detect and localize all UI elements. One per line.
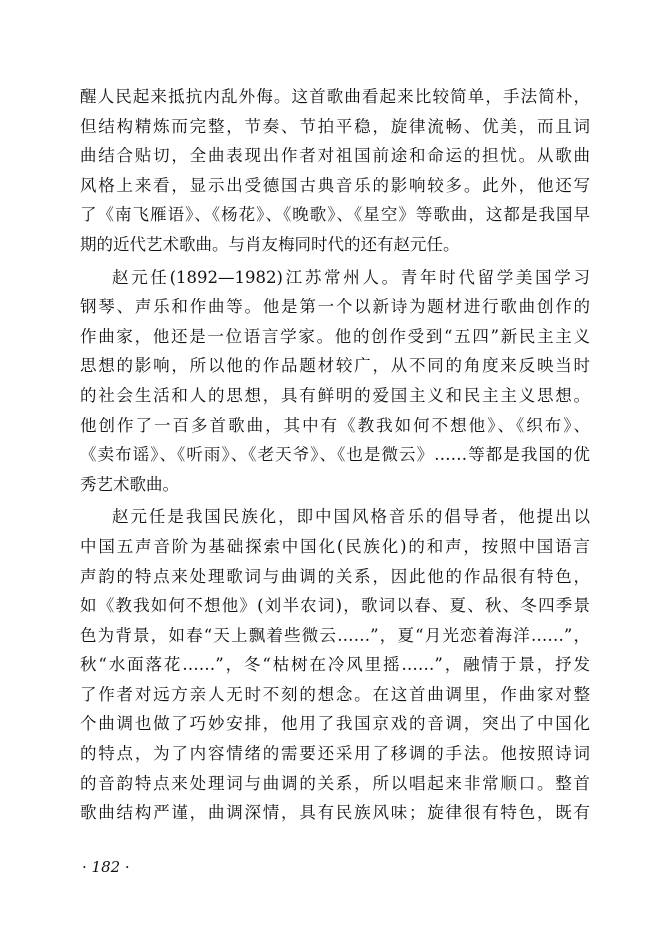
text-line: 《卖布谣》、《听雨》、《老天爷》、《也是微云》……等都是我国的优 [80,445,590,465]
text-line: 中国五声音阶为基础探索中国化(民族化)的和声，按照中国语言 [80,536,590,556]
body-text [80,82,590,828]
text-line: 钢琴、声乐和作曲等。他是第一个以新诗为题材进行歌曲创作的 [80,297,590,317]
text-line: 秋“水面落花……”，冬“枯树在冷风里摇……”，融情于景，抒发 [80,655,590,675]
text-line: 的社会生活和人的思想，具有鲜明的爱国主义和民主主义思想。 [80,385,590,405]
paragraph-1 [80,82,590,260]
page-number: · 182 · [82,858,130,876]
text-line: 声韵的特点来处理歌词与曲调的关系，因此他的作品很有特色， [80,566,590,586]
text-line: 个曲调也做了巧妙安排，他用了我国京戏的音调，突出了中国化 [80,714,590,734]
text-line: 秀艺术歌曲。 [80,474,179,494]
text-line: 了作者对远方亲人无时不刻的想念。在这首曲调里，作曲家对整 [80,684,590,704]
text-line: 的特点，为了内容情绪的需要还采用了移调的手法。他按照诗词 [80,744,590,764]
paragraph-2 [80,263,590,500]
text-line: 了《南飞雁语》、《杨花》、《晚歌》、《星空》等歌曲，这都是我国早 [80,205,590,225]
text-line: 他创作了一百多首歌曲，其中有《教我如何不想他》、《织布》、 [80,415,590,435]
text-line: 如《教我如何不想他》(刘半农词)，歌词以春、夏、秋、冬四季景 [80,596,590,616]
text-line: 风格上来看，显示出受德国古典音乐的影响较多。此外，他还写 [80,175,590,195]
text-line: 作曲家，他还是一位语言学家。他的创作受到“五四”新民主主义 [80,326,590,346]
text-line: 的音韵特点来处理词与曲调的关系，所以唱起来非常顺口。整首 [80,773,590,793]
text-line: 歌曲结构严谨，曲调深情，具有民族风味；旋律很有特色，既有 [80,803,590,823]
text-line: 思想的影响，所以他的作品题材较广，从不同的角度来反映当时 [80,356,590,376]
text-line: 赵元任(1892—1982)江苏常州人。青年时代留学美国学习 [112,267,590,287]
text-line: 色为背景，如春“天上飘着些微云……”，夏“月光恋着海洋……”， [80,625,590,645]
text-line: 赵元任是我国民族化，即中国风格音乐的倡导者，他提出以 [112,507,590,527]
text-line: 曲结合贴切，全曲表现出作者对祖国前途和命运的担忧。从歌曲 [80,146,590,166]
text-line: 醒人民起来抵抗内乱外侮。这首歌曲看起来比较简单，手法简朴， [80,87,590,106]
text-line: 但结构精炼而完整，节奏、节拍平稳，旋律流畅、优美，而且词 [80,116,590,136]
text-line: 期的近代艺术歌曲。与肖友梅同时代的还有赵元任。 [80,234,460,254]
paragraph-3 [80,502,590,828]
